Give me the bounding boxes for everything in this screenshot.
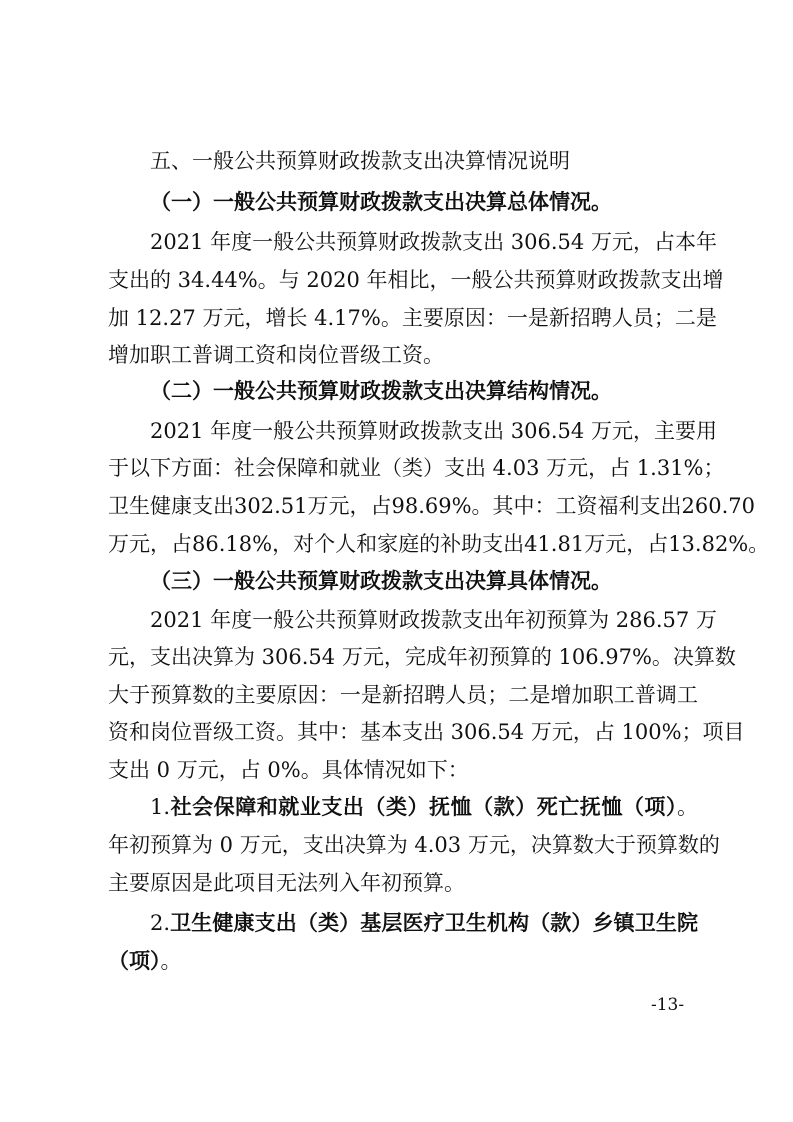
paragraph-line: 2021 年度一般公共预算财政拨款支出 306.54 万元，主要用: [150, 419, 717, 443]
paragraph-line: 大于预算数的主要原因：一是新招聘人员；二是增加职工普调工: [108, 683, 698, 707]
paragraph-line: 支出 0 万元，占 0%。具体情况如下：: [108, 758, 469, 782]
page-number: -13-: [651, 995, 685, 1015]
paragraph-line: 2021 年度一般公共预算财政拨款支出 306.54 万元，占本年: [150, 230, 717, 254]
paragraph-line: 2021 年度一般公共预算财政拨款支出年初预算为 286.57 万: [150, 608, 717, 632]
item1-title: 社会保障和就业支出（类）抚恤（款）死亡抚恤（项）: [170, 794, 677, 819]
part1-heading: （一）一般公共预算财政拨款支出决算总体情况。: [150, 189, 612, 214]
part2-heading: （二）一般公共预算财政拨款支出决算结构情况。: [150, 378, 612, 403]
paragraph-line: 主要原因是此项目无法列入年初预算。: [108, 871, 465, 895]
item2-heading-continued: [108, 946, 182, 976]
item1-title-end: 。: [677, 795, 698, 819]
section-title: 五、一般公共预算财政拨款支出决算情况说明: [150, 149, 570, 173]
item2-title: 卫生健康支出（类）基层医疗卫生机构（款）乡镇卫生院: [170, 910, 698, 935]
item2-heading: [150, 908, 698, 938]
paragraph-line: 加 12.27 万元，增长 4.17%。主要原因：一是新招聘人员；二是: [108, 306, 717, 330]
paragraph-line: 年初预算为 0 万元，支出决算为 4.03 万元，决算数大于预算数的: [108, 833, 720, 857]
paragraph-line: 元，支出决算为 306.54 万元，完成年初预算的 106.97%。决算数: [108, 645, 736, 669]
paragraph-line: 万元，占86.18%，对个人和家庭的补助支出41.81万元，占13.82%。: [108, 532, 770, 556]
item2-title-line2: （项）: [108, 948, 161, 973]
paragraph-line: 于以下方面：社会保障和就业（类）支出 4.03 万元，占 1.31%；: [108, 456, 725, 480]
paragraph-line: 资和岗位晋级工资。其中：基本支出 306.54 万元，占 100%；项目: [108, 720, 745, 744]
paragraph-line: 卫生健康支出302.51万元，占98.69%。其中：工资福利支出260.70: [108, 494, 756, 518]
part3-heading: （三）一般公共预算财政拨款支出决算具体情况。: [150, 568, 612, 593]
paragraph-line: 支出的 34.44%。与 2020 年相比，一般公共预算财政拨款支出增: [108, 268, 724, 292]
paragraph-line: 增加职工普调工资和岗位晋级工资。: [108, 343, 444, 367]
item2-title-end: 。: [160, 949, 182, 973]
item1-heading: [150, 792, 698, 822]
item2-number: 2.: [150, 911, 171, 935]
item1-number: 1.: [150, 795, 171, 819]
